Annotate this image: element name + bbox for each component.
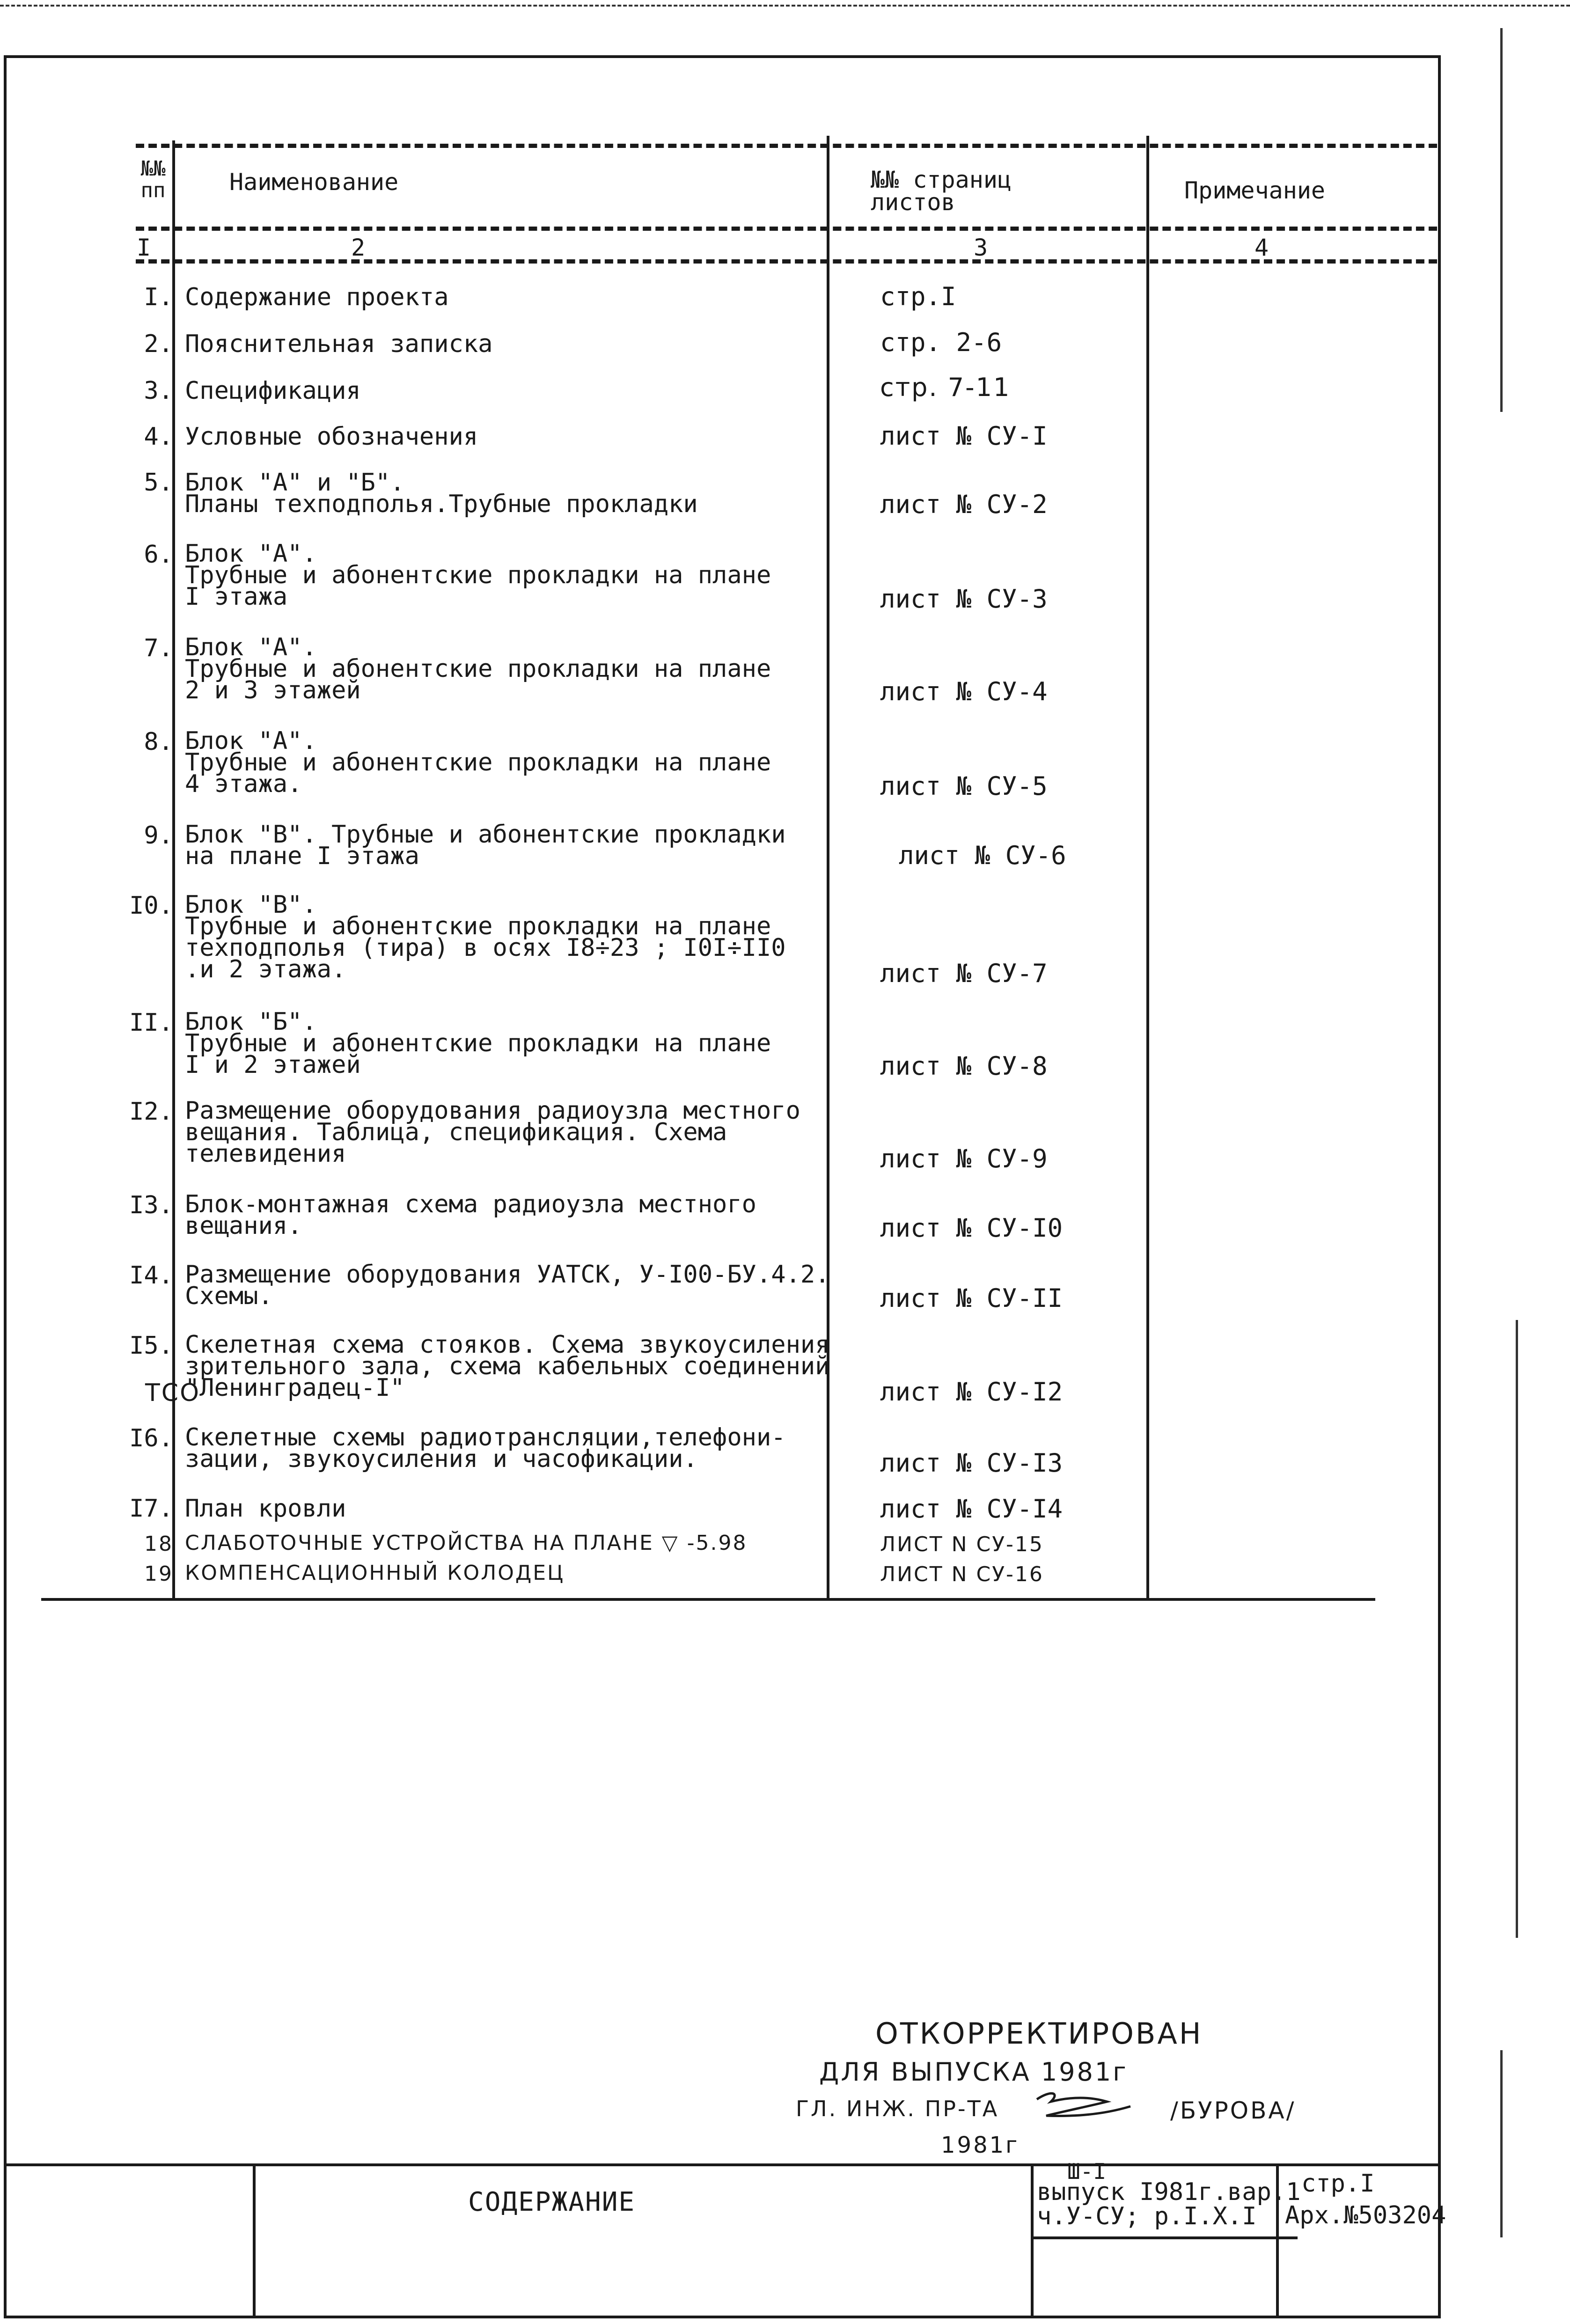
title-block-divider-1 [253, 2163, 256, 2318]
title-block-archive: Арх.№503204 [1285, 2201, 1446, 2229]
row-ref: лист № СУ-3 [880, 584, 1048, 614]
row-ref: стр.I [880, 282, 956, 311]
row-number: II. [129, 1009, 173, 1037]
row-number: I. [144, 283, 173, 311]
row-ref: ЛИСТ N СУ-15 [880, 1532, 1044, 1556]
row-number: I4. [129, 1261, 173, 1290]
signature-icon [1032, 2088, 1135, 2125]
col-divider-3 [1146, 136, 1149, 1601]
scan-edge-top [0, 5, 1570, 7]
colnum-1: I [137, 234, 151, 261]
header-col-note: Примечание [1184, 177, 1326, 204]
table-bottom-rule [41, 1598, 1375, 1601]
row-ref: лист № СУ-4 [880, 677, 1048, 706]
row-name: Блок "А". Трубные и абонентские прокладки на плане 4 этажа. [185, 727, 771, 798]
row-number: 4. [144, 423, 173, 451]
scan-edge-right-3 [1500, 2050, 1503, 2237]
scan-edge-right-2 [1516, 1320, 1518, 1938]
row-name: Блок "А" и "Б". Планы техподполья.Трубные прокладки [185, 469, 698, 518]
row-ref: стр. 2-6 [880, 328, 1002, 357]
row-ref: лист № СУ-2 [880, 490, 1048, 519]
row-number: I2. [129, 1098, 173, 1126]
colnum-4: 4 [1255, 234, 1269, 261]
row-number: I3. [129, 1191, 173, 1219]
row-ref: лист № СУ-5 [880, 771, 1048, 801]
stamp-signer-name: /БУРОВА/ [1170, 2097, 1296, 2124]
row-name: Блок-монтажная схема радиоузла местного вещания. [185, 1190, 756, 1240]
row-number: 2. [144, 330, 173, 358]
row-number: I6. [129, 1424, 173, 1452]
row-name: Блок "В". Трубные и абонентские прокладки на плане I этажа [185, 821, 786, 870]
row-name: КОМПЕНСАЦИОННЫЙ КОЛОДЕЦ [185, 1561, 565, 1585]
colnum-3: 3 [974, 234, 988, 261]
row-number: 9. [144, 821, 173, 850]
row-number: 18 [144, 1532, 173, 1556]
row-number: I0. [129, 892, 173, 920]
title-block-page: стр.I [1301, 2170, 1375, 2198]
title-block-issue: выпуск I981г.вар.1 [1037, 2178, 1301, 2206]
row-number: 6. [144, 541, 173, 569]
row-ref: лист № СУ-I4 [880, 1494, 1063, 1524]
row-number: 3. [144, 377, 173, 405]
title-block-top-rule [4, 2163, 1441, 2166]
row-number: 8. [144, 728, 173, 756]
title-block-right-bottom-rule [1031, 2236, 1298, 2239]
colnum-bottom-rule [136, 259, 1437, 264]
stamp-corrected: ОТКОРРЕКТИРОВАН [875, 2016, 1203, 2051]
row-name: Скелетные схемы радиотрансляции,телефони- зации, звукоусиления и часофикации. [185, 1423, 786, 1473]
row-ref: стр. 7-11 [880, 373, 1011, 402]
colnum-2: 2 [351, 234, 366, 261]
row-ref: лист № СУ-I3 [880, 1448, 1063, 1478]
row-name: Условные обозначения [185, 423, 478, 451]
scan-edge-right-1 [1500, 28, 1503, 412]
row-ref: лист № СУ-9 [880, 1144, 1048, 1173]
title-block-divider-2 [1031, 2163, 1034, 2318]
row-ref: лист № СУ-6 [899, 841, 1066, 870]
header-top-rule [136, 144, 1437, 148]
row-number: I7. [129, 1495, 173, 1523]
row-name: Блок "Б". Трубные и абонентские прокладки на плане I и 2 этажей [185, 1008, 771, 1079]
row-name: Пояснительная записка [185, 330, 493, 358]
title-block-part: ч.У-СУ; р.I.Х.I [1037, 2202, 1257, 2230]
row-number: 19 [144, 1562, 173, 1586]
row-ref: лист № СУ-II [880, 1283, 1063, 1313]
row-number: 7. [144, 634, 173, 662]
header-bottom-rule [136, 227, 1437, 231]
header-col-pages: №№ страниц листов [871, 166, 1012, 216]
stamp-chief-engineer: ГЛ. ИНЖ. ПР-ТА [796, 2096, 999, 2121]
row-ref: лист № СУ-8 [880, 1051, 1048, 1081]
row-name: План кровли [185, 1495, 346, 1523]
header-col-number: №№ пп [140, 157, 166, 202]
row-ref: лист № СУ-I2 [880, 1377, 1063, 1407]
row-name: СЛАБОТОЧНЫЕ УСТРОЙСТВА НА ПЛАНЕ ▽ -5.98 [185, 1531, 748, 1555]
stamp-for-issue: ДЛЯ ВЫПУСКА 1981г [819, 2057, 1128, 2087]
row-ref: лист № СУ-I [880, 421, 1048, 451]
row-ref: лист № СУ-I0 [880, 1213, 1063, 1243]
title-block-series: Ш-I [1067, 2159, 1107, 2184]
row-name: Блок "А". Трубные и абонентские прокладки на плане 2 и 3 этажей [185, 633, 771, 704]
row-number: 5. [144, 469, 173, 497]
row-name: Скелетная схема стояков. Схема звукоусиления зрительного зала, схема кабельных соединений "Ленинградец-I" [185, 1331, 830, 1402]
row-name: Размещение оборудования радиоузла местного вещания. Таблица, спецификация. Схема телевидения [185, 1097, 800, 1168]
stamp-year: 1981г [941, 2132, 1020, 2158]
row-number: I5. [129, 1332, 173, 1360]
row-name: Содержание проекта [185, 283, 449, 311]
row-ref: лист № СУ-7 [880, 959, 1048, 988]
title-block-title: СОДЕРЖАНИЕ [468, 2187, 636, 2217]
row-name: Спецификация [185, 377, 361, 405]
tso-note: ТСО [145, 1379, 201, 1407]
header-col-name: Наименование [229, 169, 399, 196]
row-name: Блок "А". Трубные и абонентские прокладки на плане I этажа [185, 540, 771, 611]
row-ref: ЛИСТ N СУ-16 [880, 1562, 1044, 1586]
row-name: Блок "В". Трубные и абонентские прокладки на плане техподполья (тира) в осях I8÷23 ; I0I÷II0 .и 2 этажа. [185, 891, 786, 983]
row-name: Размещение оборудования УАТСК, У-I00-БУ.4.2. Схемы. [185, 1261, 830, 1310]
